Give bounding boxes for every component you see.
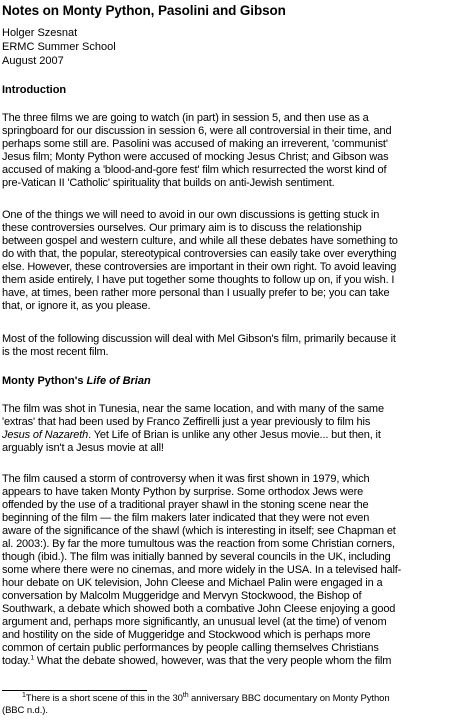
footnote-mark: 1 (22, 691, 26, 699)
author-block (2, 26, 116, 68)
text-line: One of the things we will need to avoid in our own discussions is getting stuck in (2, 209, 380, 221)
footnote-reference[interactable]: 1 (30, 655, 34, 662)
text-line: conversation by Malcolm Muggeridge and Mervyn Stockwood, the Bishop of (2, 590, 362, 602)
text-line: some where there were no cinemas, and more widely in the USA. In a televised half- (2, 564, 402, 576)
text-line: offended by the use of a traditional prayer shawl in the stoning scene near the (2, 499, 369, 511)
paragraph-intro-1 (2, 112, 449, 190)
text-line: though (ibid.). The film was initially banned by several councils in the UK, including (2, 551, 391, 563)
text-line: appears to have taken Monty Python by surprise. Some orthodox Jews were (2, 486, 364, 498)
text-span: . Yet Life of Brian is unlike any other Jesus movie... but then, it (88, 429, 381, 441)
paragraph-brian-1 (2, 403, 449, 455)
heading-film-title: Life of Brian (86, 375, 151, 387)
paragraph-brian-2 (2, 473, 449, 668)
section-heading-introduction: Introduction (2, 84, 67, 96)
document-title: Notes on Monty Python, Pasolini and Gibson (2, 3, 286, 18)
text-line: is the most recent film. (2, 346, 109, 358)
document-date: August 2007 (2, 55, 64, 67)
text-line: perhaps some still are. Pasolini was accused of making an irreverent, 'communist' (2, 138, 388, 150)
text-span: anniversary BBC documentary on Monty Python (188, 693, 390, 704)
footnote (2, 693, 449, 716)
text-line: these controversies ourselves. Our primary aim is to discuss the relationship (2, 222, 362, 234)
text-line: The three films we are going to watch (in part) in session 5, and then use as a (2, 112, 369, 124)
text-line: The film was shot in Tunesia, near the same location, and with many of the same (2, 403, 384, 415)
text-line: pre-Vatican II 'Catholic' spirituality that builds on anti-Jewish sentiment. (2, 177, 335, 189)
text-line: between gospel and western culture, and while all these debates have something to (2, 235, 398, 247)
footnote-line: (BBC n.d.). (2, 704, 48, 716)
text-line: hour debate on UK television, John Cleese and Michael Palin were engaged in a (2, 577, 383, 589)
paragraph-intro-2 (2, 209, 449, 313)
text-line: springboard for our discussion in session 6, were all controversial in their time, and (2, 125, 392, 137)
text-line: beginning of the film — the film makers later indicated that they were not even (2, 512, 370, 524)
text-line: have, at times, been rather more personal than I usually prefer to be; you can take (2, 287, 390, 299)
text-line: Jesus film; Monty Python were accused of mocking Jesus Christ; and Gibson was (2, 151, 389, 163)
text-line: arguably isn't a Jesus movie at all! (2, 442, 164, 454)
text-line: aware of the significance of the shawl (which is interesting in itself; see Chapman et (2, 525, 396, 537)
film-title-jesus-of-nazareth: Jesus of Nazareth (2, 429, 89, 441)
institution: ERMC Summer School (2, 41, 116, 53)
text-line: argument and, perhaps more significantly, an unusual level (at the time) of venom (2, 616, 387, 628)
text-line: al. 2003:). By far the more tumultous was the reaction from some Christian corners, (2, 538, 395, 550)
footnote-line (2, 693, 449, 705)
text-line: The film caused a storm of controversy when it was first shown in 1979, which (2, 473, 370, 485)
text-line: common of certain public performances by people calling themselves Christians (2, 642, 379, 654)
text-line: Southwark, a debate which showed both a combative John Cleese enjoying a good (2, 603, 396, 615)
author-name: Holger Szesnat (2, 27, 78, 39)
footnote-divider (2, 690, 147, 691)
text-line: them aside entirely, I have put together some thoughts to follow up on, if you wish. I (2, 274, 395, 286)
paragraph-intro-3 (2, 333, 449, 359)
text-line: 'extras' that had been used by Franco Zeffirelli just a year previously to film his (2, 416, 371, 428)
text-line: accused of making a 'blood-and-gore fest' film which resurrected the worst kind of (2, 164, 387, 176)
text-line: Most of the following discussion will deal with Mel Gibson's film, primarily because it (2, 333, 396, 345)
ordinal-suffix: th (182, 691, 189, 699)
heading-text: Monty Python's (2, 375, 87, 387)
text-span: There is a short scene of this in the 30 (25, 693, 183, 704)
text-line: else. However, these controversies are important in their own right. To avoid leaving (2, 261, 397, 273)
text-line (2, 655, 449, 668)
section-heading-life-of-brian (2, 375, 151, 387)
text-span: today. (2, 655, 31, 667)
text-line: do with that, the popular, stereotypical controversies can easily take over everything (2, 248, 397, 260)
text-line (2, 429, 449, 442)
text-line: that, or ignore it, as you please. (2, 300, 151, 312)
text-line: and hostility on the side of Muggeridge and Stockwood which is perhaps more (2, 629, 371, 641)
text-span: What the debate showed, however, was that the very people whom the film (34, 655, 392, 667)
